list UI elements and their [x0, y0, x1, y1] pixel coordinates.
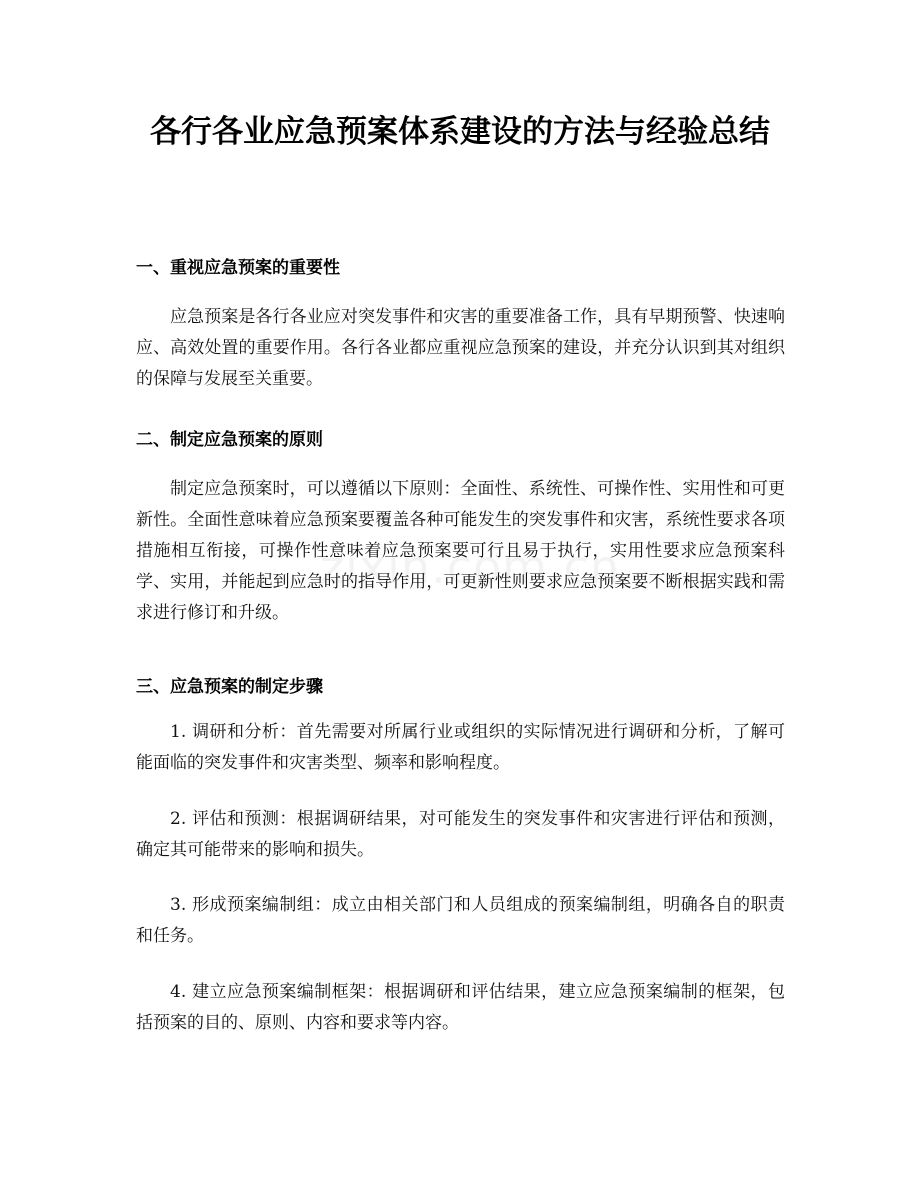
- step-text: 评估和预测：根据调研结果，对可能发生的突发事件和灾害进行评估和预测，确定其可能带来的影响和损失。: [136, 809, 785, 860]
- step-item-1: [136, 717, 785, 779]
- step-number: 1.: [170, 722, 187, 742]
- step-text: 调研和分析：首先需要对所属行业或组织的实际情况进行调研和分析，了解可能面临的突发事件和灾害类型、频率和影响程度。: [136, 722, 785, 773]
- section-heading-3: 三、应急预案的制定步骤: [136, 677, 323, 697]
- document-title: 各行各业应急预案体系建设的方法与经验总结: [150, 114, 770, 150]
- step-number: 2.: [170, 809, 187, 829]
- section-heading-1: 一、重视应急预案的重要性: [136, 258, 340, 278]
- step-item-4: [136, 977, 785, 1039]
- step-text: 建立应急预案编制框架：根据调研和评估结果，建立应急预案编制的框架，包括预案的目的、原则、内容和要求等内容。: [136, 982, 785, 1033]
- step-text: 形成预案编制组：成立由相关部门和人员组成的预案编制组，明确各自的职责和任务。: [136, 895, 785, 946]
- section-heading-2: 二、制定应急预案的原则: [136, 430, 323, 450]
- section-1-paragraph: 应急预案是各行各业应对突发事件和灾害的重要准备工作，具有早期预警、快速响应、高效处置的重要作用。各行各业都应重视应急预案的建设，并充分认识到其对组织的保障与发展至关重要。: [136, 307, 785, 389]
- step-number: 3.: [170, 895, 187, 915]
- step-item-2: [136, 804, 785, 866]
- step-item-3: [136, 890, 785, 952]
- step-number: 4.: [170, 982, 187, 1002]
- section-2-paragraph: 制定应急预案时，可以遵循以下原则：全面性、系统性、可操作性、实用性和可更新性。全面性意味着应急预案要覆盖各种可能发生的突发事件和灾害，系统性要求各项措施相互衔接，可操作性意味着应急预案要可行且易于执行，实用性要求应急预案科学、实用，并能起到应急时的指导作用，可更新性则要求应急预案要不断根据实践和需求进行修订和升级。: [136, 479, 785, 623]
